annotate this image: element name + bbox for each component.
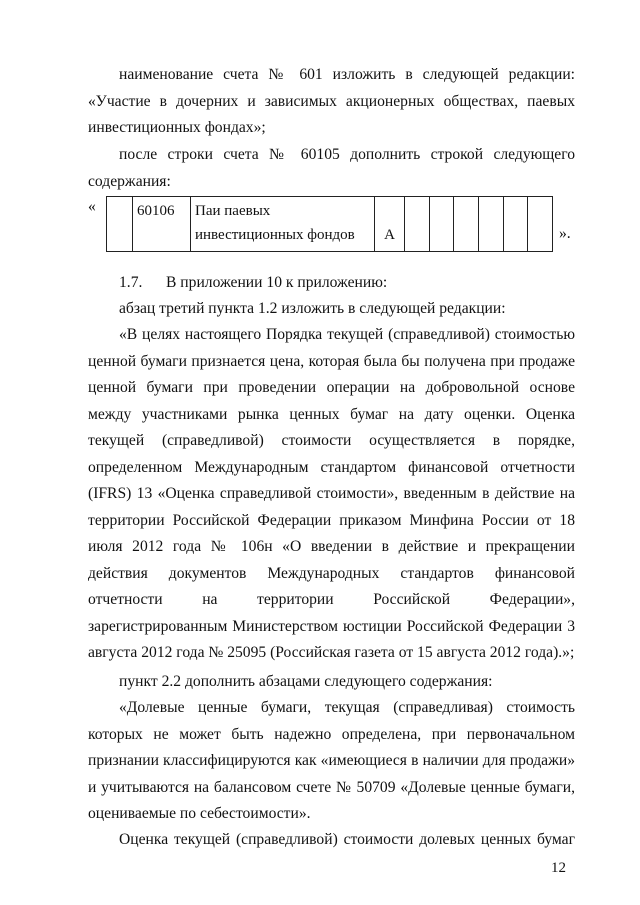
table-cell-empty xyxy=(405,197,430,252)
paragraph-account-601: наименование счета № 601 изложить в следующей редакции: «Участие в дочерних и зависимых акционерных обществах, паевых инвестиционных фондах»; xyxy=(88,66,575,136)
table-cell-empty xyxy=(479,197,504,252)
section-number: 1.7. xyxy=(119,274,143,291)
table-cell-empty xyxy=(107,197,133,252)
table-cell-empty xyxy=(528,197,553,252)
table-open-quote: « xyxy=(88,198,96,215)
paragraph-after-60105: после строки счета № 60105 дополнить строкой следующего содержания: xyxy=(88,146,575,190)
account-code-cell: 60106 xyxy=(133,197,191,252)
paragraph-equity-securities: «Долевые ценные бумаги, текущая (справедливая) стоимость которых не может быть надежно определена, при первоначальном признании классифицируются как «имеющиеся в наличии для продажи» и учитываются на балансовом счете № 50709 «Долевые ценные бумаги, оцениваемые по себестоимости». xyxy=(88,699,575,822)
page-number: 12 xyxy=(551,860,566,876)
account-table xyxy=(106,196,552,252)
account-category-cell: А xyxy=(375,197,405,252)
paragraph-quote-fair-value: «В целях настоящего Порядка текущей (справедливой) стоимостью ценной бумаги признается цена, которая была бы получена при продаже ценной бумаги при проведении операции на добровольной основе между участниками рынка ценных бумаг на дату оценки. Оценка текущей (справедливой) стоимости осуществляется в порядке, определенном Международным стандартом финансовой отчетности (IFRS) 13 «Оценка справедливой стоимости», введенным в действие на территории Российской Федерации приказом Минфина России от 18 июля 2012 года № 106н «О введении в действие и прекращении действия документов Международных стандартов финансовой отчетности на территории Российской Федерации», зарегистрированным Министерством юстиции Российской Федерации 3 августа 2012 года № 25095 (Российская газета от 15 августа 2012 года).»; xyxy=(88,326,575,661)
paragraph-valuation: Оценка текущей (справедливой) стоимости долевых ценных бумаг xyxy=(119,831,575,848)
section-title: В приложении 10 к приложению: xyxy=(166,274,388,291)
paragraph-abzac: абзац третий пункта 1.2 изложить в следующей редакции: xyxy=(119,300,506,317)
table-cell-empty xyxy=(454,197,479,252)
table-cell-empty xyxy=(504,197,528,252)
table-close-quote: ». xyxy=(559,225,571,242)
table-cell-empty xyxy=(430,197,454,252)
table-row xyxy=(107,197,553,252)
account-name-cell: Паи паевых инвестиционных фондов xyxy=(191,197,375,252)
paragraph-punkt-2-2: пункт 2.2 дополнить абзацами следующего содержания: xyxy=(119,673,493,690)
